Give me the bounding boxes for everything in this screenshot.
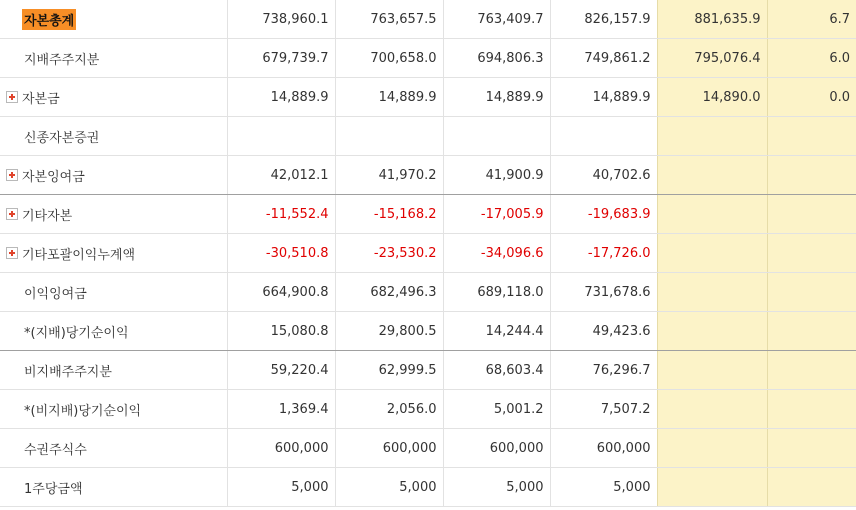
value-cell: -17,726.0 (550, 234, 657, 273)
value-cell: 14,889.9 (550, 78, 657, 117)
value-cell: -17,005.9 (443, 195, 550, 234)
value-cell: 795,076.4 (657, 39, 767, 78)
value-cell (767, 195, 856, 234)
value-cell: 826,157.9 (550, 0, 657, 39)
value-cell (767, 117, 856, 156)
value-cell: 6.7 (767, 0, 856, 39)
value-cell: 41,900.9 (443, 156, 550, 195)
row-label: *(비지배)당기순이익 (24, 403, 142, 419)
table-row (0, 312, 856, 351)
value-cell: -11,552.4 (227, 195, 335, 234)
value-cell: 7,507.2 (550, 390, 657, 429)
row-label-cell (0, 78, 227, 117)
value-cell: 49,423.6 (550, 312, 657, 351)
value-cell: 0.0 (767, 78, 856, 117)
value-cell: 59,220.4 (227, 351, 335, 390)
value-cell: 881,635.9 (657, 0, 767, 39)
row-label: 자본금 (22, 91, 60, 107)
value-cell: 5,001.2 (443, 390, 550, 429)
value-cell: -19,683.9 (550, 195, 657, 234)
expand-plus-icon[interactable] (6, 169, 18, 181)
value-cell (657, 273, 767, 312)
value-cell: -23,530.2 (335, 234, 443, 273)
row-label: 신종자본증권 (24, 130, 100, 146)
value-cell (335, 117, 443, 156)
row-label-cell (0, 468, 227, 507)
value-cell (227, 117, 335, 156)
value-cell (767, 156, 856, 195)
value-cell (767, 390, 856, 429)
value-cell: -15,168.2 (335, 195, 443, 234)
value-cell (657, 468, 767, 507)
row-label-cell (0, 234, 227, 273)
row-label-cell (0, 312, 227, 351)
value-cell: 29,800.5 (335, 312, 443, 351)
value-cell (767, 429, 856, 468)
table-row (0, 468, 856, 507)
value-cell: 6.0 (767, 39, 856, 78)
value-cell: 2,056.0 (335, 390, 443, 429)
table-row (0, 351, 856, 390)
value-cell: 40,702.6 (550, 156, 657, 195)
table-row (0, 234, 856, 273)
value-cell (767, 234, 856, 273)
value-cell (767, 312, 856, 351)
row-label: 이익잉여금 (24, 286, 87, 302)
row-label-cell (0, 0, 227, 39)
table-row (0, 156, 856, 195)
value-cell (767, 468, 856, 507)
value-cell: 738,960.1 (227, 0, 335, 39)
row-label-cell (0, 390, 227, 429)
row-label-cell (0, 39, 227, 78)
value-cell (657, 351, 767, 390)
value-cell (657, 390, 767, 429)
row-label: 비지배주주지분 (24, 364, 112, 380)
value-cell (657, 117, 767, 156)
row-label: 자본잉여금 (22, 169, 85, 185)
value-cell: 682,496.3 (335, 273, 443, 312)
row-label-cell (0, 273, 227, 312)
value-cell: -30,510.8 (227, 234, 335, 273)
value-cell: 689,118.0 (443, 273, 550, 312)
row-label: 지배주주지분 (24, 52, 100, 68)
table-row (0, 195, 856, 234)
row-label: *(지배)당기순이익 (24, 325, 129, 341)
value-cell: 763,409.7 (443, 0, 550, 39)
value-cell (657, 195, 767, 234)
value-cell (657, 429, 767, 468)
value-cell: 14,889.9 (443, 78, 550, 117)
value-cell: 1,369.4 (227, 390, 335, 429)
table-row (0, 429, 856, 468)
value-cell: 5,000 (550, 468, 657, 507)
value-cell: 42,012.1 (227, 156, 335, 195)
row-label-cell (0, 195, 227, 234)
row-label-cell (0, 429, 227, 468)
value-cell: 68,603.4 (443, 351, 550, 390)
row-label-cell (0, 351, 227, 390)
value-cell: 600,000 (443, 429, 550, 468)
value-cell: -34,096.6 (443, 234, 550, 273)
table-row (0, 273, 856, 312)
value-cell: 664,900.8 (227, 273, 335, 312)
value-cell (657, 312, 767, 351)
table-row (0, 117, 856, 156)
value-cell (767, 273, 856, 312)
expand-plus-icon[interactable] (6, 208, 18, 220)
row-label: 기타포괄이익누계액 (22, 247, 136, 263)
value-cell: 679,739.7 (227, 39, 335, 78)
value-cell (767, 351, 856, 390)
value-cell: 600,000 (335, 429, 443, 468)
value-cell: 763,657.5 (335, 0, 443, 39)
value-cell: 694,806.3 (443, 39, 550, 78)
row-label: 수권주식수 (24, 442, 87, 458)
value-cell: 41,970.2 (335, 156, 443, 195)
value-cell: 5,000 (443, 468, 550, 507)
value-cell: 731,678.6 (550, 273, 657, 312)
value-cell: 600,000 (550, 429, 657, 468)
value-cell: 14,890.0 (657, 78, 767, 117)
value-cell: 700,658.0 (335, 39, 443, 78)
value-cell: 14,889.9 (335, 78, 443, 117)
table-row (0, 78, 856, 117)
table-row (0, 0, 856, 39)
value-cell: 600,000 (227, 429, 335, 468)
row-label: 기타자본 (22, 208, 73, 224)
row-label: 1주당금액 (24, 481, 83, 497)
value-cell: 5,000 (335, 468, 443, 507)
table-row (0, 39, 856, 78)
expand-plus-icon[interactable] (6, 91, 18, 103)
row-label-cell (0, 156, 227, 195)
row-label-cell (0, 117, 227, 156)
value-cell (657, 156, 767, 195)
value-cell: 14,244.4 (443, 312, 550, 351)
value-cell: 749,861.2 (550, 39, 657, 78)
value-cell: 5,000 (227, 468, 335, 507)
value-cell (550, 117, 657, 156)
value-cell (443, 117, 550, 156)
value-cell (657, 234, 767, 273)
value-cell: 14,889.9 (227, 78, 335, 117)
row-label: 자본총계 (22, 9, 76, 30)
value-cell: 15,080.8 (227, 312, 335, 351)
expand-plus-icon[interactable] (6, 247, 18, 259)
value-cell: 76,296.7 (550, 351, 657, 390)
table-row (0, 390, 856, 429)
value-cell: 62,999.5 (335, 351, 443, 390)
